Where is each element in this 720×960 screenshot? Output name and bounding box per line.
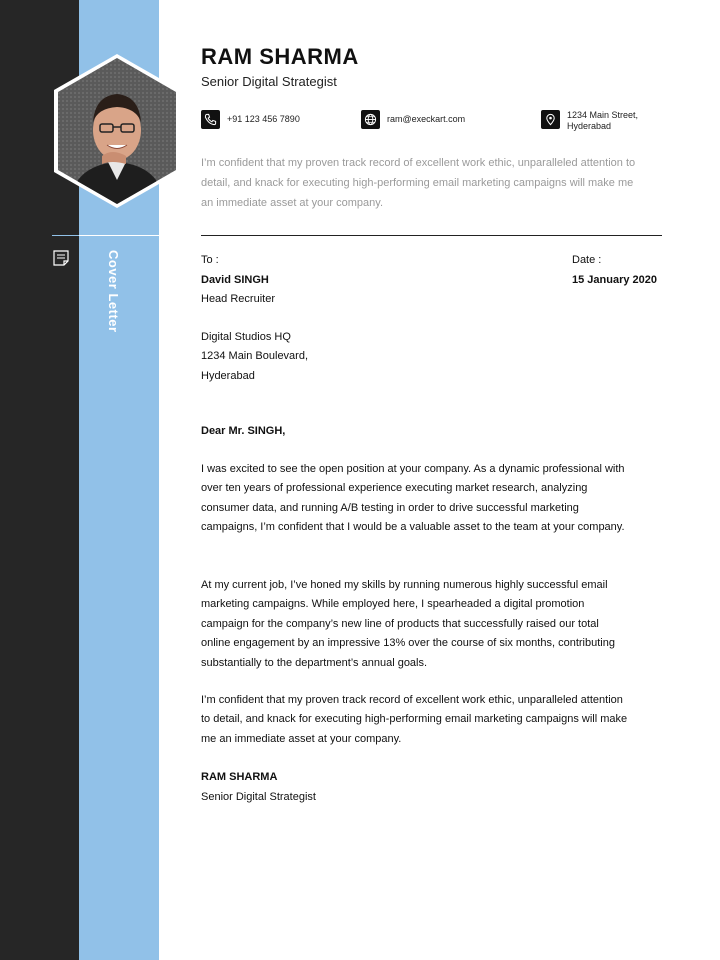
sidebar-label: Cover Letter xyxy=(106,250,121,333)
recipient-title: Head Recruiter xyxy=(201,293,275,305)
recipient-name: David SINGH xyxy=(201,274,269,286)
contact-email xyxy=(361,110,465,129)
date-label: Date : xyxy=(572,254,602,266)
location-pin-icon xyxy=(541,110,560,129)
letter-paragraph: I’m confident that my proven track record of excellent work ethic, unparalleled attention to detail, and knack for executing high-performing email marketing campaigns will make me an immediate asset at your company. xyxy=(201,694,628,745)
letter-date: 15 January 2020 xyxy=(572,274,658,286)
header-divider xyxy=(201,235,662,236)
recipient-street: 1234 Main Boulevard, xyxy=(201,350,309,362)
recipient-company: Digital Studios HQ xyxy=(201,331,291,343)
signature-name: RAM SHARMA xyxy=(201,771,278,783)
email-text[interactable]: ram@execkart.com xyxy=(387,114,466,124)
note-icon xyxy=(52,249,70,267)
phone-icon xyxy=(201,110,220,129)
signature-title: Senior Digital Strategist xyxy=(201,791,316,803)
letter-paragraph: At my current job, I’ve honed my skills by running numerous highly successful email marketing campaigns. While employed here, I spearheaded a digital promotion campaign for the company’s new line of products that successfully raised our total online engagement by an impressive 13% over the course of six months, contributing substantially to the department’s annual goals. xyxy=(201,579,615,669)
candidate-title: Senior Digital Strategist xyxy=(201,74,337,89)
profile-summary: I’m confident that my proven track record of excellent work ethic, unparalleled attention to detail, and knack for executing high-performing email marketing campaigns will make me an immediate asset at your company. xyxy=(201,157,636,209)
candidate-name: RAM SHARMA xyxy=(201,44,359,69)
recipient-city: Hyderabad xyxy=(201,370,255,382)
globe-icon xyxy=(361,110,380,129)
letter-paragraph: I was excited to see the open position at your company. As a dynamic professional with over ten years of professional experience executing market research, analyzing consumer data, and running A/B testing in order to drive successful marketing campaigns, I’m confident that I would be a valuable asset to the team at your company. xyxy=(201,463,625,534)
phone-text: +91 123 456 7890 xyxy=(227,114,300,124)
contact-address xyxy=(541,110,667,132)
to-label: To : xyxy=(201,254,219,266)
sidebar-divider-dark xyxy=(52,235,79,236)
address-text: 1234 Main Street, Hyderabad xyxy=(567,110,639,131)
salutation: Dear Mr. SINGH, xyxy=(201,425,286,437)
contact-phone xyxy=(201,110,300,129)
profile-photo xyxy=(50,52,184,210)
sidebar-divider-blue xyxy=(79,235,159,236)
